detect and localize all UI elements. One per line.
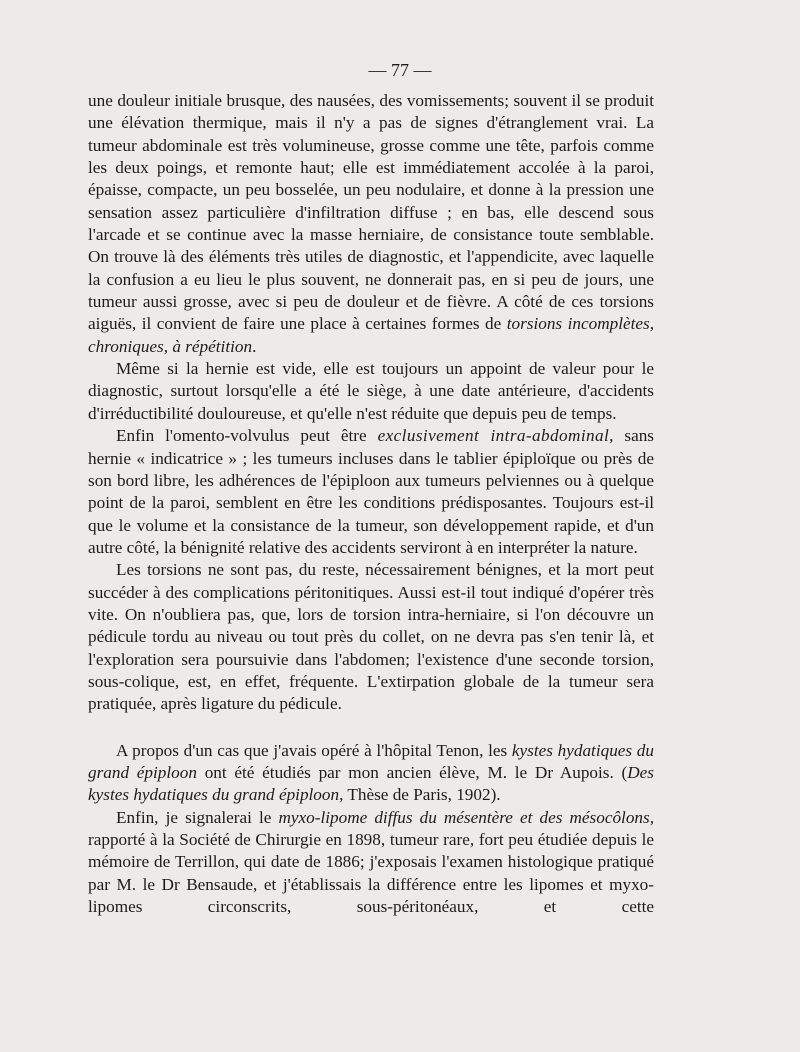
paragraph-4: Les torsions ne sont pas, du reste, nécessairement bénignes, et la mort peut succéder à des complications péritonitiques. Aussi est-il tout indiqué d'opérer très vite. On n'oubliera pas, que, lors de torsion intra-herniaire, si l'on découvre un pédicule tordu au niveau ou tout près du collet, on ne devra pas s'en tenir là, et l'exploration sera poursuivie dans l'abdomen; l'existence d'une seconde torsion, sous-colique, est, en effet, fréquente. L'extirpation globale de la tumeur sera pratiquée, après ligature du pédicule. <box>88 560 654 714</box>
paragraph-1: une douleur initiale brusque, des nausées, des vomissements; souvent il se produit une élévation thermique, mais il n'y a pas de signes d'étranglement vrai. La tumeur abdominale est très volumineuse, grosse comme une tête, parfois comme les deux poings, et remonte haut; elle est immédiatement accolée à la paroi, épaisse, compacte, un peu bosselée, un peu nodulaire, et donne à la pression une sensation assez particulière d'infiltration diffuse ; en bas, elle descend sous l'arcade et se continue avec la masse herniaire, de consistance toute semblable. On trouve là des éléments très utiles de diagnostic, et l'appendicite, avec laquelle la confusion a eu lieu le plus souvent, ne donnerait pas, en si peu de jours, une tumeur aussi grosse, avec si peu de douleur et de fièvre. A côté de ces torsions aiguës, il convient de faire une place à certaines formes de torsions incomplètes, chroniques, à répétition. <box>88 91 654 356</box>
paragraph-2: Même si la hernie est vide, elle est toujours un appoint de valeur pour le diagnostic, surtout lorsqu'elle a été le siège, à une date antérieure, d'accidents d'irréductibilité douloureuse, et qu'elle n'est réduite que depuis peu de temps. <box>88 359 654 423</box>
paragraph-3: Enfin l'omento-volvulus peut être exclusivement intra-abdominal, sans hernie « indicatrice » ; les tumeurs incluses dans le tablier épiploïque ou près de son bord libre, les adhérences de l'épiploon aux tumeurs pelviennes ou à quelque point de la paroi, semblent en être les conditions prédisposantes. Toujours est-il que le volume et la consistance de la tumeur, son développement rapide, et d'un autre côté, la bénignité relative des accidents serviront à en interpréter la nature. <box>88 426 654 557</box>
paragraph-6: Enfin, je signalerai le myxo-lipome diffus du mésentère et des mésocôlons, rapporté à la Société de Chirurgie en 1898, tumeur rare, fort peu étudiée depuis le mémoire de Terrillon, qui date de 1886; j'exposais l'examen histologique pratiqué par M. le Dr Bensaude, et j'établissais la différence entre les lipomes et myxo-lipomes circonscrits, sous-péritonéaux, et cette <box>88 807 655 917</box>
paragraph-5: A propos d'un cas que j'avais opéré à l'hôpital Tenon, les kystes hydatiques du grand épiploon ont été étudiés par mon ancien élève, M. le Dr Aupois. (Des kystes hydatiques du grand épiploon, Thèse de Paris, 1902). <box>88 740 654 805</box>
page-number: — 77 — <box>368 60 432 80</box>
body-text <box>88 90 654 918</box>
